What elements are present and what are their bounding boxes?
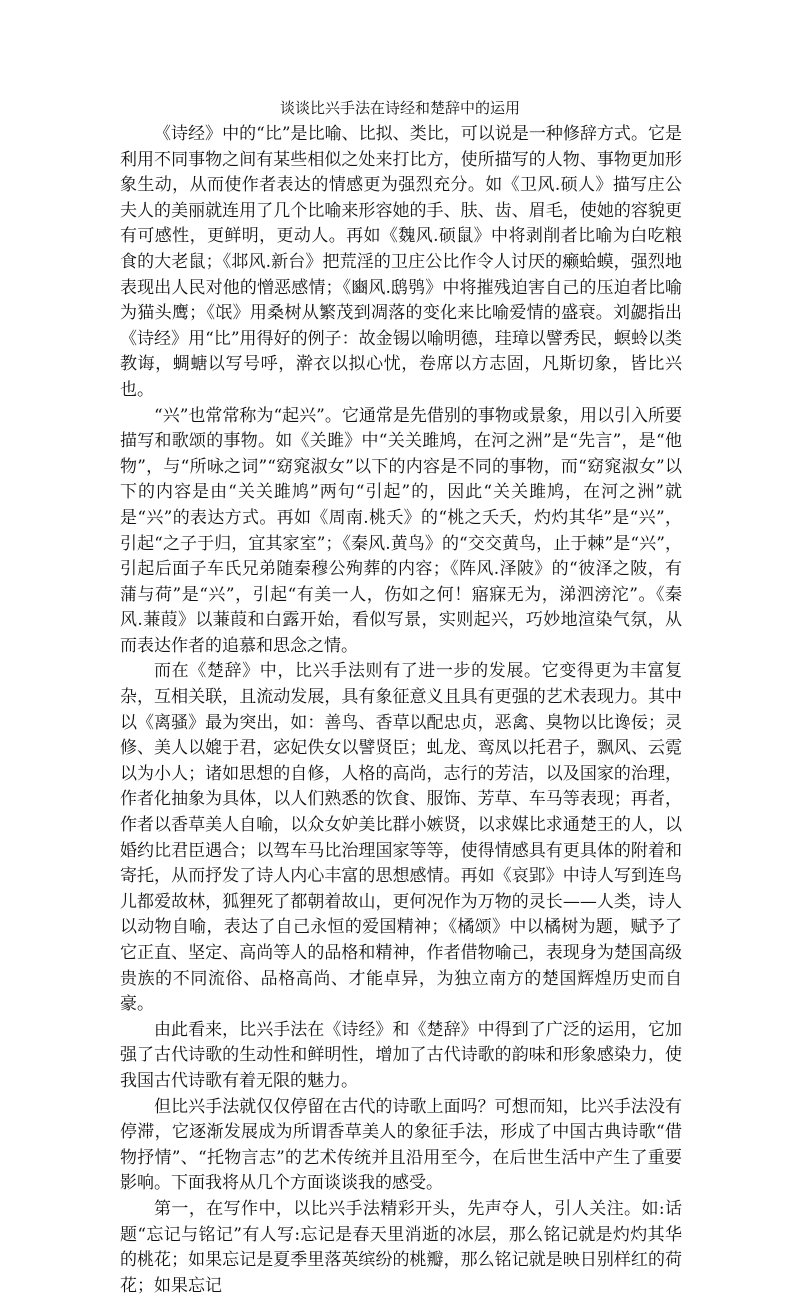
paragraph: 由此看来，比兴手法在《诗经》和《楚辞》中得到了广泛的运用，它加强了古代诗歌的生动性和鲜明性，增加了古代诗歌的韵味和形象感染力，使我国古代诗歌有着无限的魅力。 <box>120 1019 682 1091</box>
document-body <box>120 122 682 1299</box>
document-title: 谈谈比兴手法在诗经和楚辞中的运用 <box>279 99 520 117</box>
paragraph: 但比兴手法就仅仅停留在古代的诗歌上面吗？可想而知，比兴手法没有停滞，它逐渐发展成为所谓香草美人的象征手法，形成了中国古典诗歌“借物抒情”、“托物言志”的艺术传统并且沿用至今，在后世生活中产生了重要影响。下面我将从几个方面谈谈我的感受。 <box>120 1096 682 1194</box>
paragraph: 第一，在写作中，以比兴手法精彩开头，先声夺人，引人关注。如:话题“忘记与铭记”有人写:忘记是春天里消逝的冰层，那么铭记就是灼灼其华的桃花；如果忘记是夏季里落英缤纷的桃瓣，那么铭记就是映日别样红的荷花；如果忘记 <box>120 1198 682 1296</box>
paragraph: 《诗经》中的“比”是比喻、比拟、类比，可以说是一种修辞方式。它是利用不同事物之间有某些相似之处来打比方，使所描写的人物、事物更加形象生动，从而使作者表达的情感更为强烈充分。如《卫风.硕人》描写庄公夫人的美丽就连用了几个比喻来形容她的手、肤、齿、眉毛，使她的容貌更有可感性，更鲜明，更动人。再如《魏风.硕鼠》中将剥削者比喻为白吃粮食的大老鼠；《邶风.新台》把荒淫的卫庄公比作令人讨厌的癞蛤蟆，强烈地表现出人民对他的憎恶感情；《豳风.鸱鸮》中将摧残迫害自己的压迫者比喻为猫头鹰；《氓》用桑树从繁茂到凋落的变化来比喻爱情的盛衰。刘勰指出《诗经》用“比”用得好的例子：故金锡以喻明德，珪璋以譬秀民，螟蛉以类教诲，蜩螗以写号呼，澣衣以拟心忧，卷席以方志固，凡斯切象，皆比兴也。 <box>120 124 682 400</box>
paragraph: 而在《楚辞》中，比兴手法则有了进一步的发展。它变得更为丰富复杂，互相关联，且流动发展，具有象征意义且具有更强的艺术表现力。其中以《离骚》最为突出，如：善鸟、香草以配忠贞，恶禽、臭物以比谗佞；灵修、美人以媲于君，宓妃佚女以譬贤臣；虬龙、鸾凤以托君子，飘风、云霓以为小人；诸如思想的自修，人格的高尚，志行的芳洁，以及国家的治理，作者化抽象为具体，以人们熟悉的饮食、服饰、芳草、车马等表现；再者，作者以香草美人自喻，以众女妒美比群小嫉贤，以求媒比求通楚王的人，以婚约比君臣遇合；以驾车马比治理国家等等，使得情感具有更具体的附着和寄托，从而抒发了诗人内心丰富的思想感情。再如《哀郢》中诗人写到连鸟儿都爱故林，狐狸死了都朝着故山，更何况作为万物的灵长——人类，诗人以动物自喻，表达了自己永恒的爱国精神；《橘颂》中以橘树为题，赋予了它正直、坚定、高尚等人的品格和精神，作者借物喻己，表现身为楚国高级贵族的不同流俗、品格高尚、才能卓异，为独立南方的楚国辉煌历史而自豪。 <box>120 661 682 1015</box>
paragraph: “兴”也常常称为“起兴”。它通常是先借别的事物或景象，用以引入所要描写和歌颂的事物。如《关雎》中“关关雎鸠，在河之洲”是“先言”，是“他物”，与“所咏之词”“窈窕淑女”以下的内容是不同的事物，而“窈窕淑女”以下的内容是由“关关雎鸠”两句“引起”的，因此“关关雎鸠，在河之洲”就是“兴”的表达方式。再如《周南.桃夭》的“桃之夭夭，灼灼其华”是“兴”，引起“之子于归，宜其家室”；《秦风.黄鸟》的“交交黄鸟，止于棘”是“兴”，引起后面子车氏兄弟随秦穆公殉葬的内容；《阵风.泽陂》的“彼泽之陂，有蒲与荷”是“兴”，引起“有美一人，伤如之何！寤寐无为，涕泗滂沱”。《秦风.蒹葭》以蒹葭和白露开始，看似写景，实则起兴，巧妙地渲染气氛，从而表达作者的追慕和思念之情。 <box>120 405 682 656</box>
